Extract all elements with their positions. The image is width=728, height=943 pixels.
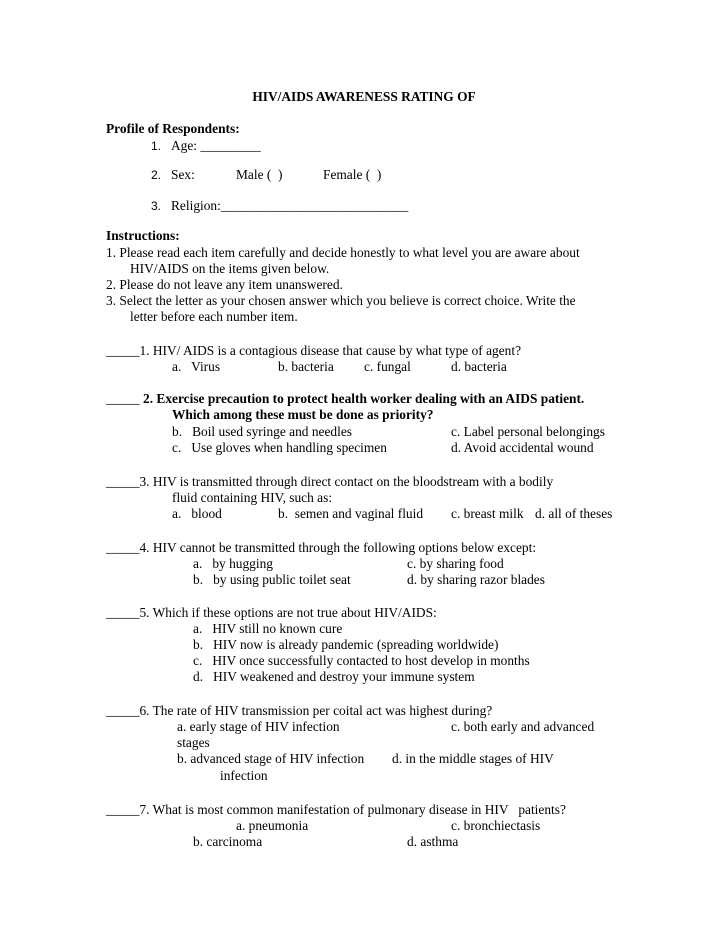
question-5-option-a: a. HIV still no known cure bbox=[193, 621, 343, 636]
question-4-option-a: a. by hugging bbox=[193, 556, 273, 571]
question-5-option-c: c. HIV once successfully contacted to host develop in months bbox=[193, 653, 530, 668]
question-4-option-c: c. by sharing food bbox=[407, 556, 504, 571]
question-6-option-b: b. advanced stage of HIV infection bbox=[177, 751, 365, 766]
instructions-heading: Instructions: bbox=[106, 228, 180, 243]
profile-item-number: 2. bbox=[151, 168, 162, 182]
question-6-option-c-continued: stages bbox=[177, 735, 210, 750]
question-4-stem: _____4. HIV cannot be transmitted through the following options below except: bbox=[106, 540, 537, 555]
profile-age: Age: _________ bbox=[171, 138, 261, 153]
question-3-option-d: d. all of theses bbox=[535, 506, 613, 521]
question-1-option-c: c. fungal bbox=[364, 359, 411, 374]
question-5-stem: _____5. Which if these options are not true about HIV/AIDS: bbox=[106, 605, 437, 620]
question-1-option-d: d. bacteria bbox=[451, 359, 507, 374]
question-2-option-1: b. Boil used syringe and needles bbox=[172, 424, 352, 439]
profile-heading: Profile of Respondents: bbox=[106, 121, 240, 136]
instruction-line: 2. Please do not leave any item unanswered. bbox=[106, 277, 343, 292]
question-6-option-a: a. early stage of HIV infection bbox=[177, 719, 340, 734]
question-4-option-b: b. by using public toilet seat bbox=[193, 572, 351, 587]
question-1-option-a: a. Virus bbox=[172, 359, 221, 374]
document-title: HIV/AIDS AWARENESS RATING OF bbox=[252, 89, 476, 104]
question-3-option-b: b. semen and vaginal fluid bbox=[278, 506, 424, 521]
instruction-line: 1. Please read each item carefully and decide honestly to what level you are aware about bbox=[106, 245, 580, 260]
question-6-option-b-continued: infection bbox=[220, 768, 268, 783]
question-3-stem-continued: fluid containing HIV, such as: bbox=[172, 490, 333, 505]
question-4-option-d: d. by sharing razor blades bbox=[407, 572, 545, 587]
question-3-option-a: a. blood bbox=[172, 506, 222, 521]
question-7-option-c: c. bronchiectasis bbox=[451, 818, 541, 833]
question-2-blank: _____ bbox=[106, 391, 140, 406]
profile-item-number: 1. bbox=[151, 139, 162, 153]
question-5-option-d: d. HIV weakened and destroy your immune system bbox=[193, 669, 475, 684]
question-3-stem: _____3. HIV is transmitted through direct contact on the bloodstream with a bodily bbox=[106, 474, 554, 489]
question-7-option-d: d. asthma bbox=[407, 834, 459, 849]
question-2-option-2: c. Use gloves when handling specimen bbox=[172, 440, 387, 455]
profile-sex-female: Female ( ) bbox=[323, 167, 382, 182]
question-7-option-a: a. pneumonia bbox=[236, 818, 309, 833]
question-5-option-b: b. HIV now is already pandemic (spreading worldwide) bbox=[193, 637, 499, 652]
question-1-stem: _____1. HIV/ AIDS is a contagious disease that cause by what type of agent? bbox=[106, 343, 522, 358]
profile-sex-male: Male ( ) bbox=[236, 167, 283, 182]
instruction-line: letter before each number item. bbox=[130, 309, 298, 324]
question-2-stem-continued: Which among these must be done as priority? bbox=[172, 407, 434, 422]
question-7-option-b: b. carcinoma bbox=[193, 834, 263, 849]
profile-sex-label: Sex: bbox=[171, 167, 195, 182]
profile-religion: Religion:____________________________ bbox=[171, 198, 409, 213]
instruction-line: HIV/AIDS on the items given below. bbox=[130, 261, 330, 276]
question-6-option-d: d. in the middle stages of HIV bbox=[392, 751, 554, 766]
question-1-option-b: b. bacteria bbox=[278, 359, 334, 374]
question-7-stem: _____7. What is most common manifestation of pulmonary disease in HIV patients? bbox=[106, 802, 566, 817]
instruction-line: 3. Select the letter as your chosen answer which you believe is correct choice. Write the bbox=[106, 293, 576, 308]
question-2-stem: 2. Exercise precaution to protect health worker dealing with an AIDS patient. bbox=[143, 391, 585, 406]
question-6-stem: _____6. The rate of HIV transmission per coital act was highest during? bbox=[106, 703, 493, 718]
question-3-option-c: c. breast milk bbox=[451, 506, 524, 521]
question-6-option-c: c. both early and advanced bbox=[451, 719, 595, 734]
question-2-option-4: d. Avoid accidental wound bbox=[451, 440, 594, 455]
question-2-option-3: c. Label personal belongings bbox=[451, 424, 605, 439]
profile-item-number: 3. bbox=[151, 199, 162, 213]
